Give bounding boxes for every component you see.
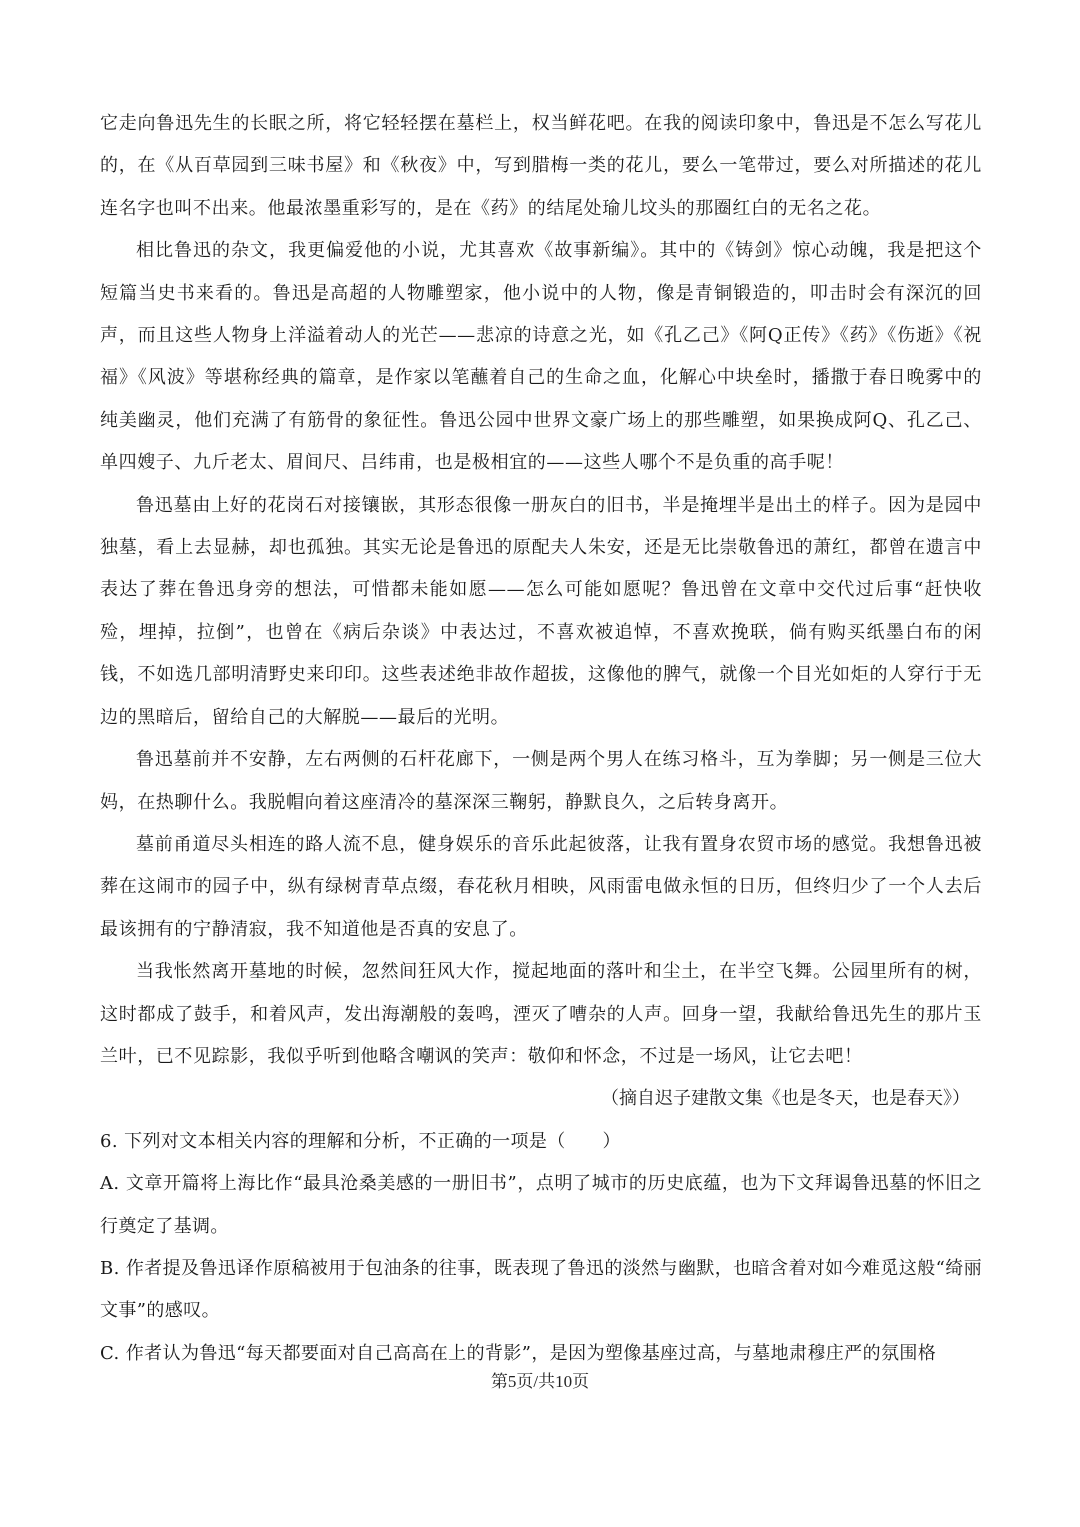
question-option-c: C. 作者认为鲁迅“每天都要面对自己高高在上的背影”，是因为塑像基座过高，与墓地肃穆庄严的氛围格	[100, 1342, 937, 1364]
article-paragraph: 鲁迅墓由上好的花岗石对接镶嵌，其形态很像一册灰白的旧书，半是掩埋半是出土的样子。因为是园中独墓，看上去显赫，却也孤独。其实无论是鲁迅的原配夫人朱安，还是无比崇敬鲁迅的萧红，都曾在遗言中表达了葬在鲁迅身旁的想法，可惜都未能如愿——怎么可能如愿呢？鲁迅曾在文章中交代过后事“赶快收殓，埋掉，拉倒”，也曾在《病后杂谈》中表达过，不喜欢被追悼，不喜欢挽联，倘有购买纸墨白布的闲钱，不如选几部明清野史来印印。这些表述绝非故作超拔，这像他的脾气，就像一个目光如炬的人穿行于无边的黑暗后，留给自己的大解脱——最后的光明。	[100, 494, 982, 728]
article-paragraph: 相比鲁迅的杂文，我更偏爱他的小说，尤其喜欢《故事新编》。其中的《铸剑》惊心动魄，我是把这个短篇当史书来看的。鲁迅是高超的人物雕塑家，他小说中的人物，像是青铜锻造的，叩击时会有深沉的回声，而且这些人物身上洋溢着动人的光芒——悲凉的诗意之光，如《孔乙己》《阿Q正传》《药》《伤逝》《祝福》《风波》等堪称经典的篇章，是作家以笔蘸着自己的生命之血，化解心中块垒时，播撒于春日晚雾中的纯美幽灵，他们充满了有筋骨的象征性。鲁迅公园中世界文豪广场上的那些雕塑，如果换成阿Q、孔乙己、单四嫂子、九斤老太、眉间尺、吕纬甫，也是极相宜的——这些人哪个不是负重的高手呢！	[100, 240, 982, 474]
article-paragraph: 它走向鲁迅先生的长眠之所，将它轻轻摆在墓栏上，权当鲜花吧。在我的阅读印象中，鲁迅是不怎么写花儿的，在《从百草园到三味书屋》和《秋夜》中，写到腊梅一类的花儿，要么一笔带过，要么对所描述的花儿连名字也叫不出来。他最浓墨重彩写的，是在《药》的结尾处瑜儿坟头的那圈红白的无名之花。	[100, 113, 982, 219]
question-option-a: A. 文章开篇将上海比作“最具沧桑美感的一册旧书”，点明了城市的历史底蕴，也为下文拜谒鲁迅墓的怀旧之行奠定了基调。	[100, 1173, 982, 1237]
article-source: （摘自迟子建散文集《也是冬天，也是春天》）	[601, 1088, 970, 1110]
question-option-b: B. 作者提及鲁迅译作原稿被用于包油条的往事，既表现了鲁迅的淡然与幽默，也暗含着对如今难觅这般“绮丽文事”的感叹。	[100, 1257, 982, 1322]
article-paragraph: 墓前甬道尽头相连的路人流不息，健身娱乐的音乐此起彼落，让我有置身农贸市场的感觉。我想鲁迅被葬在这闹市的园子中，纵有绿树青草点缀，春花秋月相映，风雨雷电做永恒的日历，但终归少了一个人去后最该拥有的宁静清寂，我不知道他是否真的安息了。	[100, 833, 982, 940]
article-paragraph: 当我怅然离开墓地的时候，忽然间狂风大作，搅起地面的落叶和尘土，在半空飞舞。公园里所有的树，这时都成了鼓手，和着风声，发出海潮般的轰鸣，湮灭了嘈杂的人声。回身一望，我献给鲁迅先生的那片玉兰叶，已不见踪影，我似乎听到他略含嘲讽的笑声：敬仰和怀念，不过是一场风，让它去吧！	[100, 961, 982, 1067]
question-stem: 6. 下列对文本相关内容的理解和分析，不正确的一项是（ ）	[100, 1130, 621, 1152]
document-page	[100, 103, 982, 1375]
page-number: 第5页/共10页	[490, 1372, 590, 1391]
article-paragraph: 鲁迅墓前并不安静，左右两侧的石杆花廊下，一侧是两个男人在练习格斗，互为拳脚；另一侧是三位大妈，在热聊什么。我脱帽向着这座清冷的墓深深三鞠躬，静默良久，之后转身离开。	[100, 749, 982, 813]
